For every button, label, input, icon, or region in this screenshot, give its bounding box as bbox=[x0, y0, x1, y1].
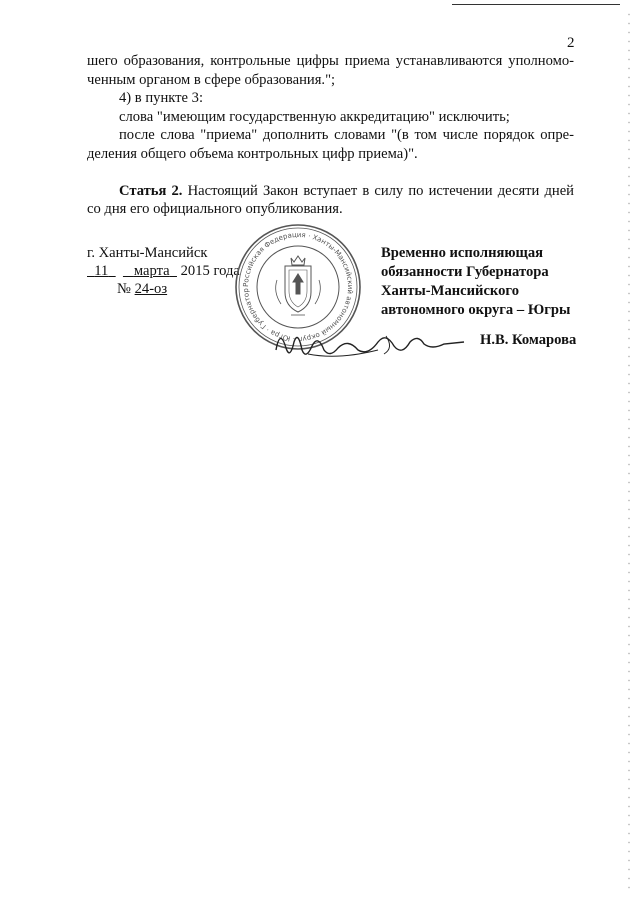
page-number: 2 bbox=[567, 35, 575, 51]
article-2-text: Настоящий Закон вступает в силу по истечении десяти дней bbox=[187, 182, 574, 199]
body-text bbox=[87, 52, 574, 219]
signer-title-line: Ханты-Мансийского bbox=[381, 283, 519, 299]
body-line: ченным органом в сфере образования."; bbox=[87, 71, 336, 88]
signer-title-line: Временно исполняющая bbox=[381, 245, 544, 261]
article-2-text-cont: со дня его официального опубликования. bbox=[87, 201, 343, 218]
seal-ring-text: Российская Федерация · Ханты-Мансийский автономный округ – Югра · Губернатор bbox=[241, 230, 355, 344]
handwritten-signature bbox=[268, 320, 468, 370]
law-number-prefix: № bbox=[117, 281, 131, 297]
article-2-label: Статья 2. bbox=[119, 182, 183, 199]
date-month: марта bbox=[133, 263, 170, 279]
date-day: 11 bbox=[94, 263, 109, 279]
item-4-words-added: после слова "приема" дополнить словами "(в том числе порядок опре- bbox=[119, 127, 574, 144]
item-4: 4) в пункте 3: bbox=[119, 90, 204, 107]
law-number-value: 24-оз bbox=[134, 281, 168, 297]
item-4-words-added-cont: деления общего объема контрольных цифр приема)". bbox=[87, 145, 418, 162]
top-rule bbox=[452, 4, 620, 5]
article-2 bbox=[87, 182, 574, 201]
place-of-signing: г. Ханты-Мансийск bbox=[87, 245, 208, 261]
signer-title-line: обязанности Губернатора bbox=[381, 264, 549, 280]
signing-date bbox=[87, 262, 240, 280]
body-line: шего образования, контрольные цифры приема устанавливаются уполномо- bbox=[87, 53, 574, 69]
date-year: 2015 года bbox=[180, 263, 240, 279]
scan-edge-dots bbox=[628, 10, 630, 890]
law-number bbox=[117, 280, 167, 298]
item-4-words-removed: слова "имеющим государственную аккредитацию" исключить; bbox=[119, 108, 510, 125]
signer-title bbox=[381, 244, 570, 320]
signer-name: Н.В. Комарова bbox=[480, 332, 577, 348]
coat-of-arms-icon bbox=[276, 256, 321, 315]
signer-title-line: автономного округа – Югры bbox=[381, 302, 571, 318]
